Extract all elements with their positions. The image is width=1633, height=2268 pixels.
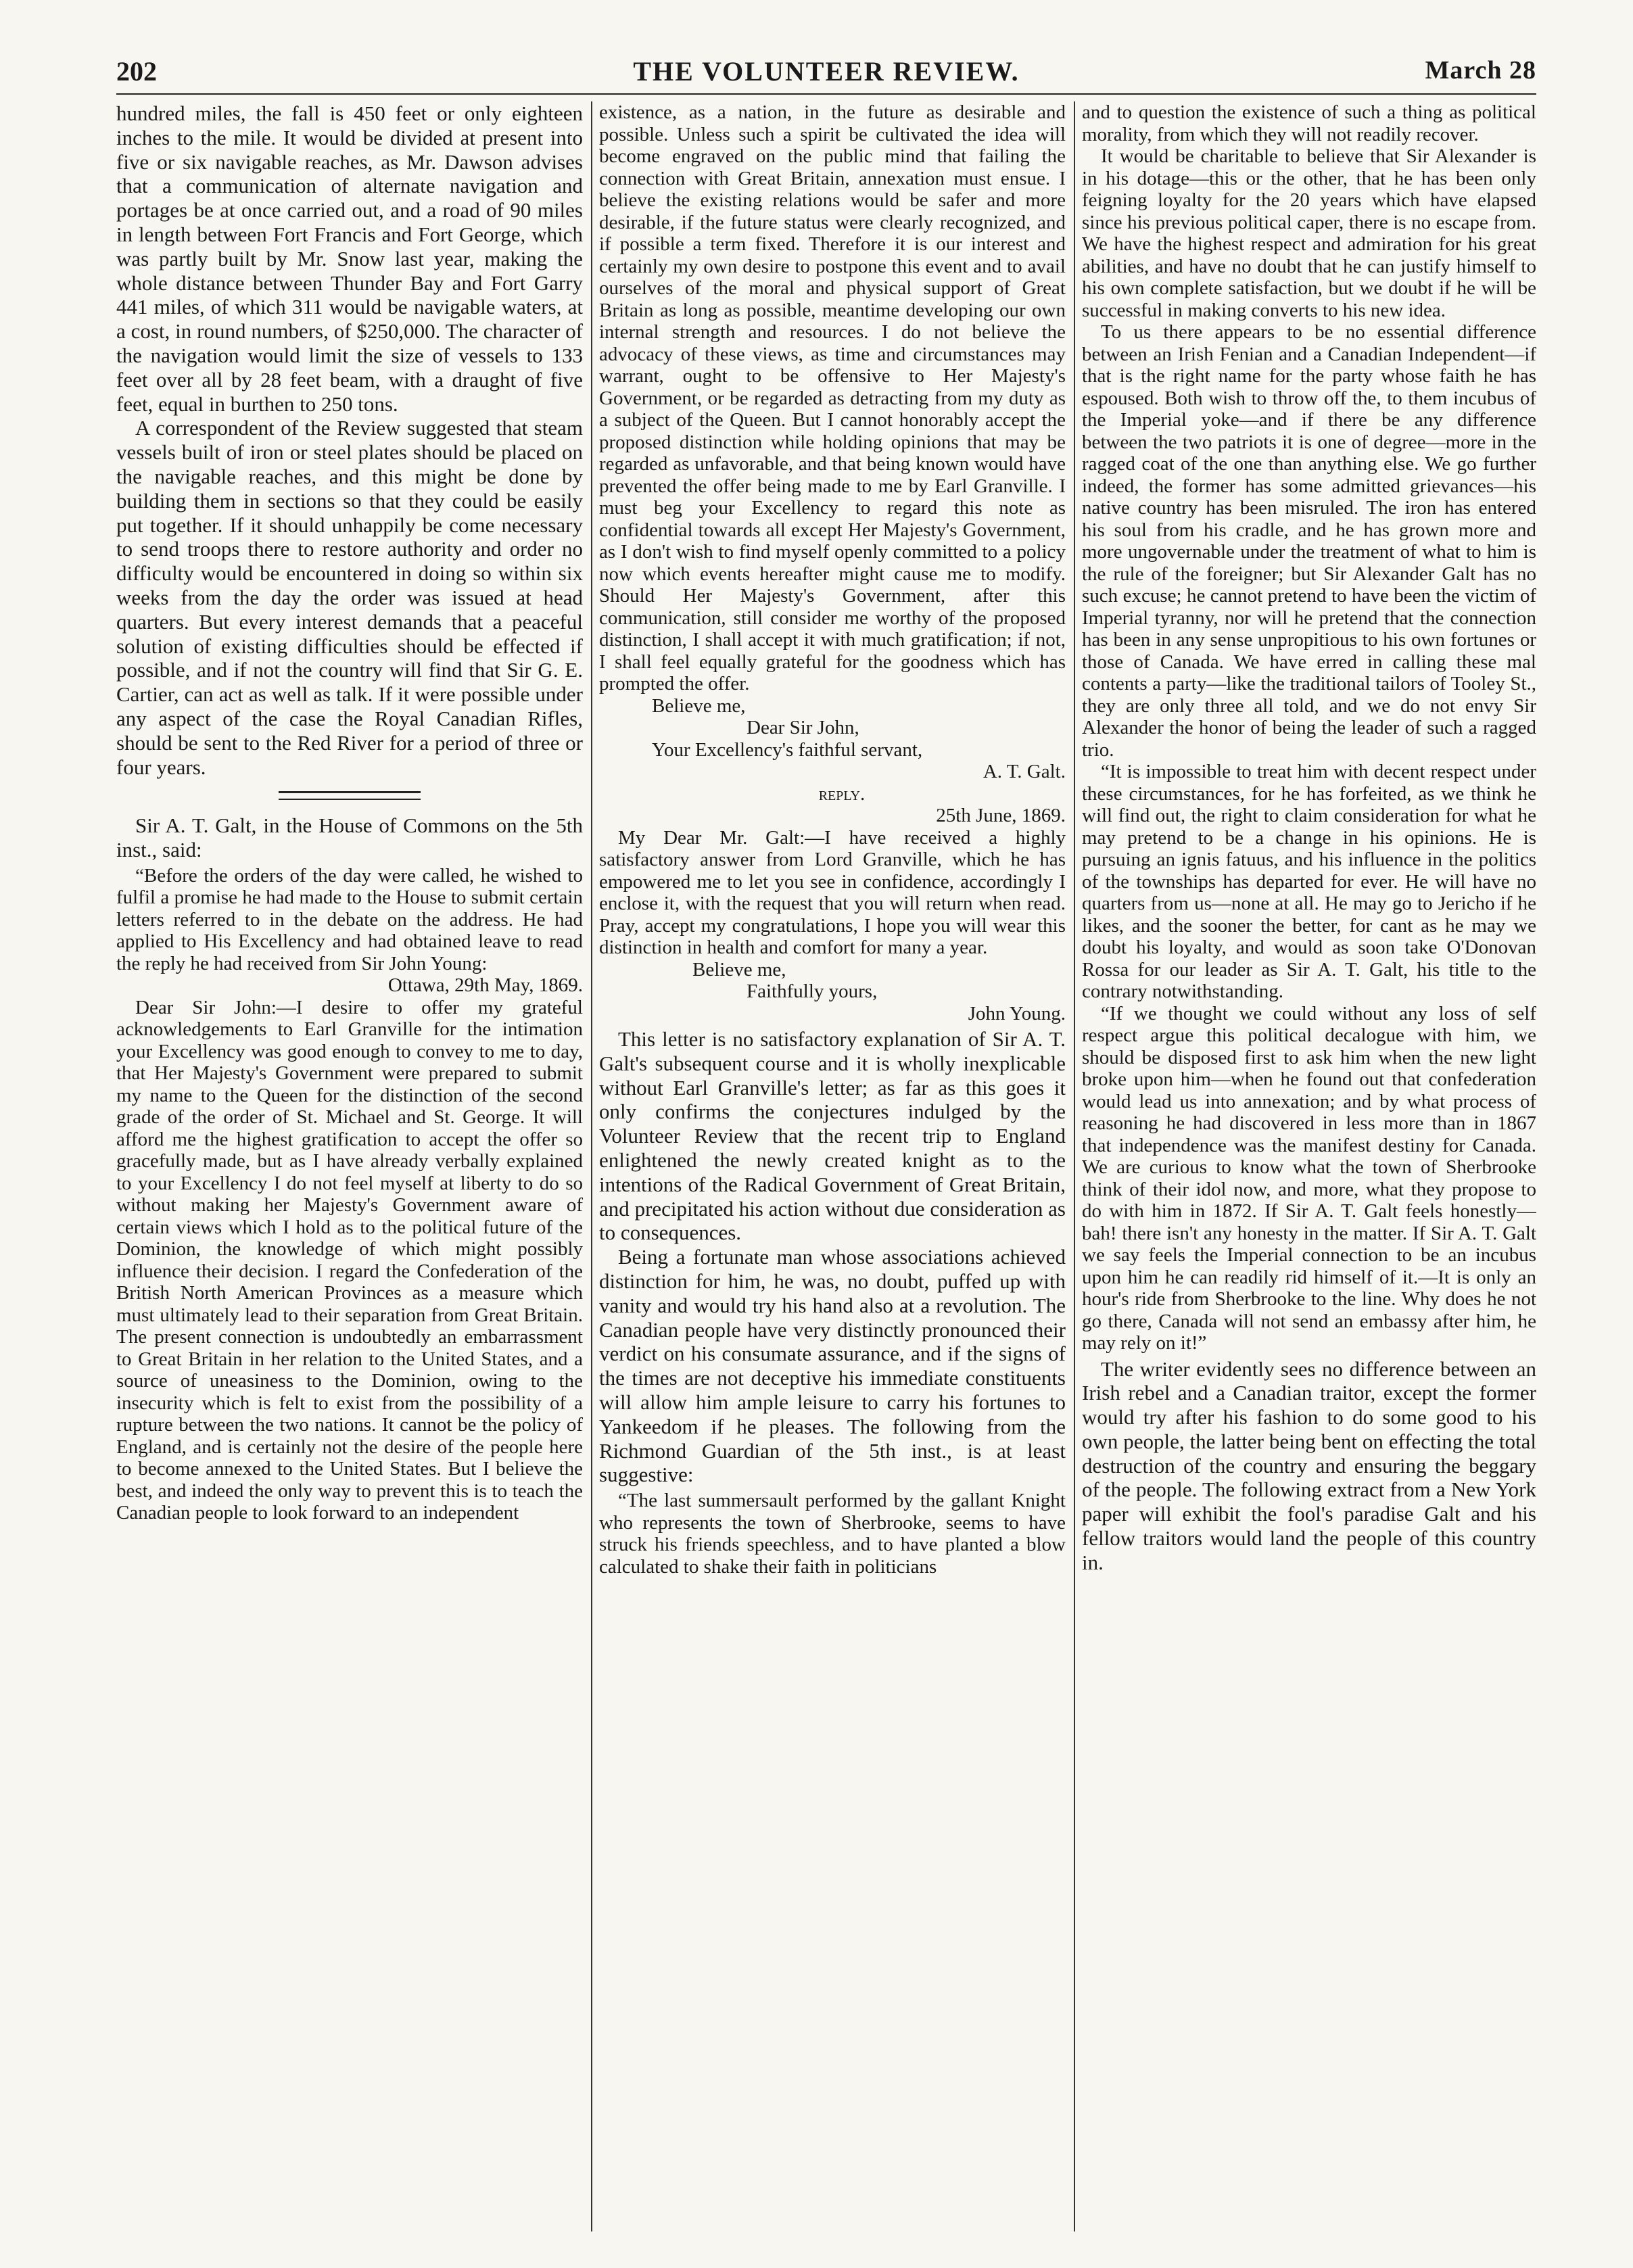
letter-closing: Believe me, [652,694,746,717]
column-rule-left [591,101,592,2231]
publication-title: THE VOLUNTEER REVIEW. [633,56,1020,87]
reply-signature: John Young. [968,1002,1066,1024]
page-header [116,53,1536,95]
red-river-route-paragraph: hundred miles, the fall is 450 feet or only eighteen inches to the mile. It would be divided at present into five or six navigable reaches, as Mr. Dawson advises that a communication of alternate navigation and portages be at once carried out, and a road of 90 miles in length between Fort Francis and Fort George, which was partly built by Mr. Snow last year, making the whole distance between Thunder Bay and Fort Garry 441 miles, of which 311 would be navigable waters, at a cost, in round numbers, of $250,000. The character of the navigation would limit the size of vessels to 133 feet over all by 28 feet beam, with a draught of five feet, equal in burthen to 250 tons. [116,101,583,416]
column-rule-right [1074,101,1075,2231]
galt-intro-paragraph: Sir A. T. Galt, in the House of Commons on the 5th inst., said: [116,813,583,862]
decent-respect-paragraph: “It is impossible to treat him with decent respect under these circumstances, for he has forfeited, as we think he will find out, the right to claim consideration for what he may pretend to be a change in his opinions. He is pursuing an ignis fatuus, and his influence in the politics of the townships has departed for ever. He will have no quarters from us—none at all. He may go to Jericho if he likes, and the sooner the better, for cant as he may we doubt his loyalty, and would as soon take O'Donovan Rossa for our leader as Sir A. T. Galt, his title to the contrary notwithstanding. [1082,761,1536,1002]
galt-speech-paragraph: “Before the orders of the day were called, he wished to fulfil a promise he had made to the House to submit certain letters referred to in the debate on the address. He had applied to His Excellency and had obtained leave to read the reply he had received from Sir John Young: [116,864,583,974]
guardian-quote-continued: and to question the existence of such a thing as political morality, from which they will not readily recover. [1082,101,1536,145]
letter-salutation: Dear Sir John, [747,717,859,738]
fortunate-man-paragraph: Being a fortunate man whose associations achieved distinction for him, he was, no doubt, puffed up with vanity and would try his hand also at a revolution. The Canadian people have very distinctly pronounced their verdict on his consumate assurance, and if the signs of the times are not deceptive his immediate constituents will allow him ample leisure to carry his fortunes to Yankeedom if he pleases. The following from the Richmond Guardian of the 5th inst., is at least suggestive: [599,1245,1066,1487]
reply-letter-body: My Dear Mr. Galt:—I have received a highly satisfactory answer from Lord Granville, which he has empowered me to let you see in confidence, accordingly I enclose it, with the request that you will return when read. Pray, accept my congratulations, I hope you will wear this distinction in health and comfort for many a year. [599,826,1066,958]
galt-letter-body: Dear Sir John:—I desire to offer my grateful acknowledgements to Earl Granville for the intimation your Excellency was good enough to convey to me to day, that Her Majesty's Government were prepared to submit my name to the Queen for the distinction of the second grade of the order of St. Michael and St. George. It will afford me the highest gratification to accept the offer so gracefully made, but as I have already verbally explained to your Excellency I do not feel myself at liberty to do so without making her Majesty's Government aware of certain views which I hold as to the political future of the Dominion, the knowledge of which might possibly influence their decision. I regard the Confederation of the British North American Provinces as a measure which must ultimately lead to their separation from Great Britain. The present connection is undoubtedly an embarrassment to Great Britain in her relation to the United States, and a source of uneasiness to the Dominion, owing to the insecurity which is felt to exist from the possibility of a rupture between the two nations. It cannot be the policy of England, and is certainly not the desire of the people here to become annexed to the United States. But I believe the best, and indeed the only way to prevent this is to teach the Canadian people to look forward to an independent [116,996,583,1524]
guardian-quote-start: “The last summersault performed by the gallant Knight who represents the town of Sherbrooke, seems to have struck his friends speechless, and to have planted a blow calculated to shake their faith in politicians [599,1490,1066,1578]
reply-dateline: 25th June, 1869. [936,805,1066,826]
page-number: 202 [116,56,157,87]
column-3 [1082,101,1536,2231]
dotage-paragraph: It would be charitable to believe that Sir Alexander is in his dotage—this or the other, that he has been only feigning loyalty for the 20 years which have elapsed since his previous political caper, there is no escape from. We have the highest respect and admiration for his great abilities, and have no doubt that he can justify himself to his own complete satisfaction, but we doubt if he will be successful in making converts to his new idea. [1082,145,1536,321]
reply-sign-off: Faithfully yours, [747,981,878,1002]
issue-date: March 28 [1425,56,1536,85]
reply-closing: Believe me, [692,958,786,981]
letter-sign-off: Your Excellency's faithful servant, [652,738,923,761]
letter-dateline: Ottawa, 29th May, 1869. [387,974,583,997]
column-2 [599,101,1066,2231]
political-decalogue-paragraph: “If we thought we could without any loss of self respect argue this political decalogue with him, we should be disposed first to ask him when the new light broke upon him—when he found out that confederation would lead us into annexation; and by what process of reasoning he had discovered in less more than in 1867 that independence was the manifest destiny for Canada. We are curious to know what the town of Sherbrooke think of their idol now, and more, what they propose to do with him in 1872. If Sir A. T. Galt feels honestly—bah! there isn't any honesty in the matter. If Sir A. T. Galt we say feels the Imperial connection to be an incubus upon him he can readily rid himself of it.—It is only an hour's ride from Sherbrooke to the line. Why does he not go there, Canada will not send an embassy after him, he may rely on it!” [1082,1002,1536,1354]
editorial-comment-paragraph: This letter is no satisfactory explanation of Sir A. T. Galt's subsequent course and it is wholly inexplicable without Earl Granville's letter; as far as this goes it only confirms the conjectures indulged by the Volunteer Review that the recent trip to England enlightened the newly created knight as to the intentions of the Radical Government of Great Britain, and precipitated his action without due consideration as to consequences. [599,1027,1066,1245]
correspondent-paragraph: A correspondent of the Review suggested that steam vessels built of iron or steel plates should be placed on the navigable reaches, and this might be done by building them in sections so that they could be easily put together. If it should unhappily be come necessary to send troops there to restore authority and order no difficulty would be encountered in doing so within six weeks from the day the order was issued at head quarters. But every interest demands that a peaceful solution of existing difficulties should be effected if possible, and if not the country will find that Sir G. E. Cartier, can act as well as talk. If it were possible under any aspect of the case the Royal Canadian Rifles, should be sent to the Red River for a period of three or four years. [116,416,583,779]
writer-conclusion-paragraph: The writer evidently sees no difference between an Irish rebel and a Canadian traitor, except the former would try after his fashion to do some good to his own people, the latter being bent on effecting the total destruction of the country and ensuring the beggary of the people. The following extract from a New York paper will exhibit the fool's paradise Galt and his fellow traitors would land the people of this country in. [1082,1356,1536,1574]
reply-heading: reply. [818,782,866,805]
article-divider [279,791,421,800]
column-1 [116,101,583,2231]
fenian-comparison-paragraph: To us there appears to be no essential difference between an Irish Fenian and a Canadian Independent—if that is the right name for the party whose faith he has espoused. Both wish to throw off the, to them incubus of the Imperial yoke—and if there be any difference between the two patriots it is one of degree—more in the ragged coat of the one than anything else. We go further indeed, the former has some admitted grievances—his native country has been misruled. The iron has entered his soul from his cradle, and he has grown more and more ungovernable under the treatment of what to him is the rule of the foreigner; but Sir Alexander Galt has no such excuse; he cannot pretend to have been the victim of Imperial tyranny, nor will he pretend that the connection has been in any sense unpropitious to his own fortunes or those of Canada. We have erred in calling these mal contents a party—like the traditional tailors of Tooley St., they are only three all told, and we do not envy Sir Alexander the honor of being the leader of such a ragged trio. [1082,321,1536,761]
galt-letter-continued: existence, as a nation, in the future as desirable and possible. Unless such a spirit be cultivated the idea will become engraved on the public mind that failing the connection with Great Britain, annexation must ensue. I believe the existing relations would be safer and more desirable, if the future status were clearly recognized, and if possible a term fixed. Therefore it is our interest and certainly my own desire to postpone this event and to avail ourselves of the moral and physical support of Great Britain as long as possible, meantime developing our own internal strength and resources. I do not believe the advocacy of these views, as time and circumstances may warrant, ought to be offensive to Her Majesty's Government, or be regarded as detracting from my duty as a subject of the Queen. But I cannot honorably accept the proposed distinction while holding opinions that may be regarded as unfavorable, and that being known would have prevented the offer being made to me by Earl Granville. I must beg your Excellency to regard this note as confidential towards all except Her Majesty's Government, as I don't wish to find myself openly committed to a policy now which events hereafter might cause me to modify. Should Her Majesty's Government, after this communication, still consider me worthy of the proposed distinction, I shall accept it with much gratification; if not, I shall feel equally grateful for the goodness which has prompted the offer. [599,101,1066,694]
letter-signature: A. T. Galt. [983,761,1066,782]
